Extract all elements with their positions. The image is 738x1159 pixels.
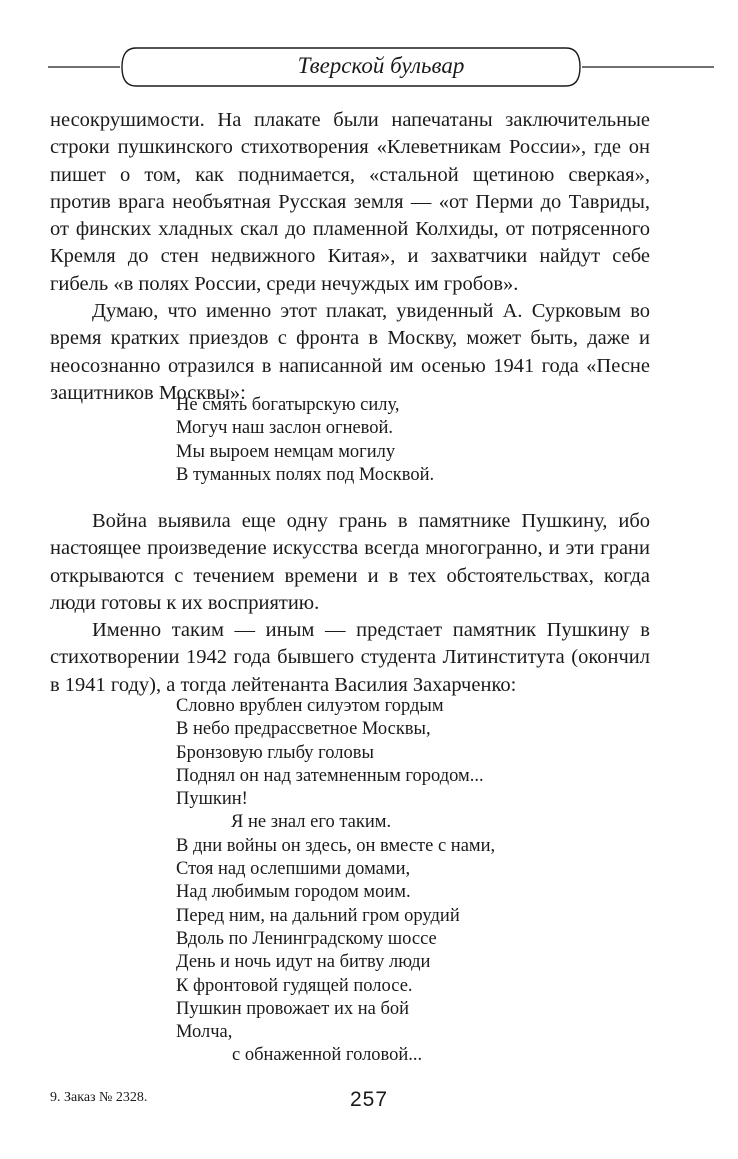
print-order-note: 9. Заказ № 2328. <box>50 1090 148 1105</box>
verse-line: В туманных полях под Москвой. <box>176 464 435 485</box>
verse-line: Перед ним, на дальний гром орудий <box>176 905 460 926</box>
verse-line: Стоя над ослепшими домами, <box>176 859 411 880</box>
verse-surkov <box>176 394 434 487</box>
paragraph: несокрушимости. На плакате были напечатаны заключительные строки пушкинского стихотворения «Клеветникам России», где он пишет о том, как поднимается, «стальной щетиною сверкая», против врага необъятная Русская земля — «от Перми до Тавриды, от финских хладных скал до пламенной Колхиды, от потрясенного Кремля до стен недвижного Китая», и захватчики найдут себе гибель «в полях России, среди нечуждых им гробов». <box>50 109 650 295</box>
verse-line: Поднял он над затемненным городом... <box>176 765 484 786</box>
paragraph: Думаю, что именно этот плакат, увиденный А. Сурковым во время кратких приездов с фронта в Москву, может быть, даже и неосознанно отразился в написанной им осенью 1941 года «Песне защитников Москвы»: <box>50 300 650 404</box>
verse-zakharchenko <box>176 695 495 1068</box>
verse-line: В дни войны он здесь, он вместе с нами, <box>176 835 496 856</box>
verse-line: Мы выроем немцам могилу <box>176 441 396 462</box>
verse-line: День и ночь идут на битву люди <box>176 952 431 973</box>
paragraph: Война выявила еще одну грань в памятнике Пушкину, ибо настоящее произведение искусства всегда многогранно, и эти грани открываются с течением времени и в тех обстоятельствах, когда люди готовы к их восприятию. <box>50 510 650 614</box>
paragraph: Именно таким — иным — предстает памятник Пушкину в стихотворении 1942 года бывшего студента Литинститута (окончил в 1941 году), а тогда лейтенанта Василия Захарченко: <box>50 619 650 696</box>
verse-line: Молча, <box>176 1022 233 1043</box>
verse-line: Не смять богатырскую силу, <box>176 395 400 415</box>
header-title: Тверской бульвар <box>297 53 465 78</box>
verse-line: В небо предрассветное Москвы, <box>176 719 431 740</box>
verse-line: Бронзовую глыбу головы <box>176 742 374 763</box>
verse-line: Пушкин! <box>176 789 248 810</box>
verse-line: Могуч наш заслон огневой. <box>176 418 394 439</box>
verse-line: Пушкин провожает их на бой <box>176 998 410 1019</box>
verse-line: Над любимым городом моим. <box>176 882 411 903</box>
body-text-middle <box>50 508 650 699</box>
verse-line: Я не знал его таким. <box>231 812 392 833</box>
verse-line: Вдоль по Ленинградскому шоссе <box>176 928 437 949</box>
verse-line: с обнаженной головой... <box>232 1045 423 1066</box>
running-header <box>48 44 714 90</box>
verse-line: Словно врублен силуэтом гордым <box>176 696 444 716</box>
verse-line: К фронтовой гудящей полосе. <box>176 975 413 996</box>
page-number: 257 <box>349 1088 389 1111</box>
body-text-top <box>50 107 650 407</box>
